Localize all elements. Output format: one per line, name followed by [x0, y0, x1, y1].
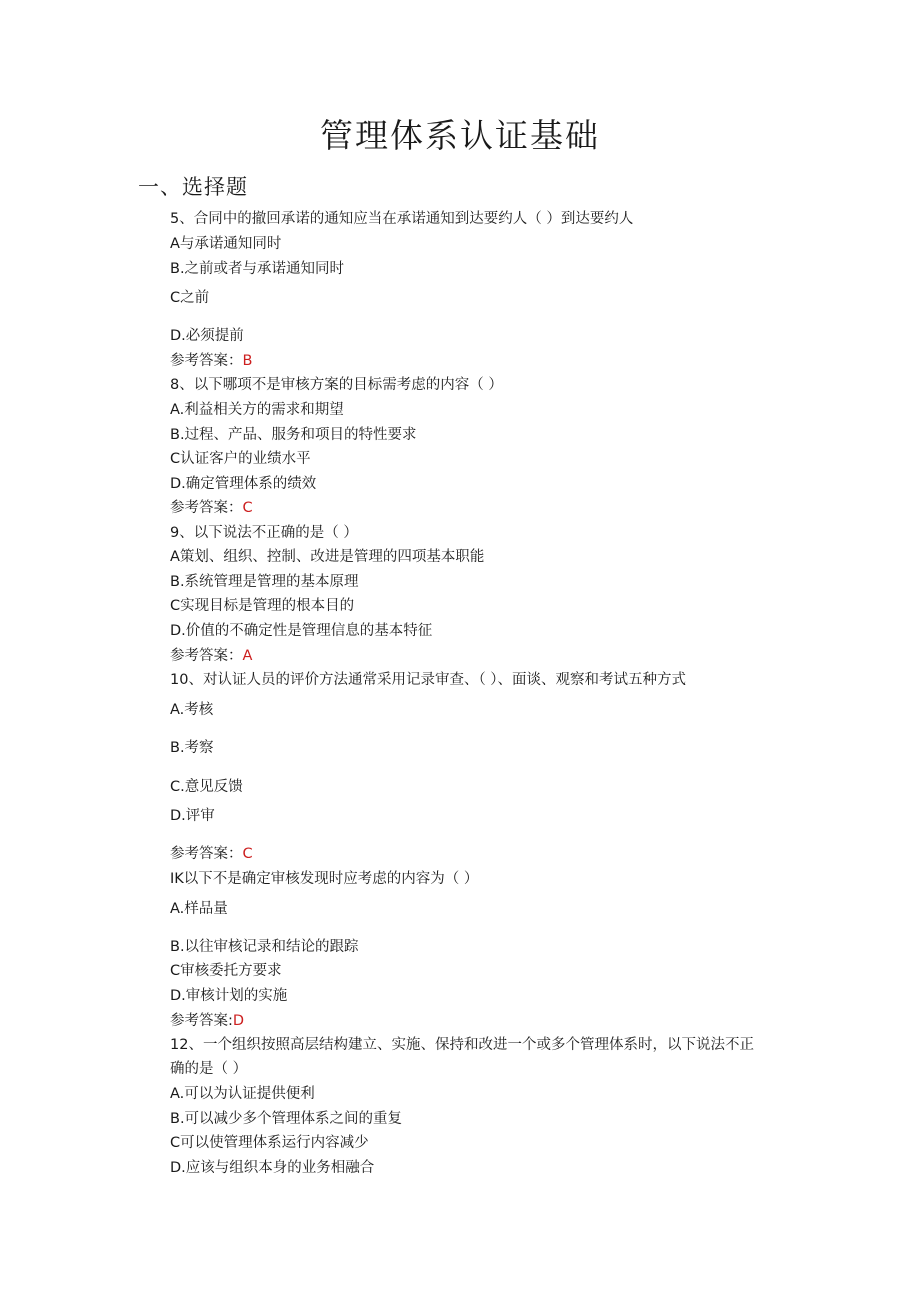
- answer-label: 参考答案：: [170, 648, 243, 664]
- answer-line: [170, 498, 253, 518]
- option-d: D.评审: [170, 808, 215, 824]
- option-d: D.应该与组织本身的业务相融合: [170, 1160, 375, 1176]
- option-c: C之前: [170, 290, 210, 306]
- answer-label: 参考答案:: [170, 1013, 233, 1029]
- question-stem: 8、以下哪项不是审核方案的目标需考虑的内容（ ）: [170, 377, 503, 393]
- question-stem-continued: 确的是（ ）: [170, 1061, 248, 1077]
- option-d: D.审核计划的实施: [170, 988, 288, 1004]
- answer-letter: B: [242, 353, 253, 369]
- question-stem: 10、对认证人员的评价方法通常采用记录审查、（ ）、面谈、观察和考试五种方式: [170, 672, 687, 688]
- answer-letter: C: [242, 846, 253, 862]
- answer-line: [170, 351, 252, 371]
- option-a: A.考核: [170, 702, 214, 718]
- question-stem: 5、合同中的撤回承诺的通知应当在承诺通知到达要约人（ ）到达要约人: [170, 211, 634, 227]
- option-c: C审核委托方要求: [170, 963, 282, 979]
- option-b: B.之前或者与承诺通知同时: [170, 261, 345, 277]
- option-a: A.可以为认证提供便利: [170, 1086, 315, 1102]
- option-c: C认证客户的业绩水平: [170, 451, 311, 467]
- option-c: C可以使管理体系运行内容减少: [170, 1135, 369, 1151]
- question-stem: 12、一个组织按照高层结构建立、实施、保持和改进一个或多个管理体系时，以下说法不正: [170, 1037, 754, 1053]
- option-a: A策划、组织、控制、改进是管理的四项基本职能: [170, 549, 485, 565]
- option-b: B.系统管理是管理的基本原理: [170, 574, 359, 590]
- answer-label: 参考答案：: [170, 500, 243, 516]
- option-b: B.可以减少多个管理体系之间的重复: [170, 1111, 403, 1127]
- option-a: A.样品量: [170, 901, 228, 917]
- answer-letter: C: [242, 500, 253, 516]
- question-stem: 9、以下说法不正确的是（ ）: [170, 525, 358, 541]
- option-b: B.以往审核记录和结论的跟踪: [170, 939, 359, 955]
- answer-letter: A: [242, 648, 253, 664]
- section-heading: 一、选择题: [138, 175, 248, 199]
- option-c: C.意见反馈: [170, 779, 243, 795]
- answer-line: [170, 1011, 244, 1031]
- option-d: D.确定管理体系的绩效: [170, 476, 317, 492]
- answer-letter: D: [232, 1013, 245, 1029]
- option-b: B.过程、产品、服务和项目的特性要求: [170, 427, 417, 443]
- option-d: D.必须提前: [170, 328, 244, 344]
- option-a: A与承诺通知同时: [170, 236, 282, 252]
- answer-label: 参考答案：: [170, 353, 243, 369]
- option-b: B.考察: [170, 740, 214, 756]
- answer-line: [170, 844, 253, 864]
- answer-label: 参考答案：: [170, 846, 243, 862]
- question-stem: IK以下不是确定审核发现时应考虑的内容为（ ）: [170, 871, 479, 887]
- answer-line: [170, 646, 252, 666]
- option-c: C实现目标是管理的根本目的: [170, 598, 355, 614]
- document-title: 管理体系认证基础: [320, 116, 600, 155]
- option-a: A.利益相关方的需求和期望: [170, 402, 344, 418]
- option-d: D.价值的不确定性是管理信息的基本特征: [170, 623, 433, 639]
